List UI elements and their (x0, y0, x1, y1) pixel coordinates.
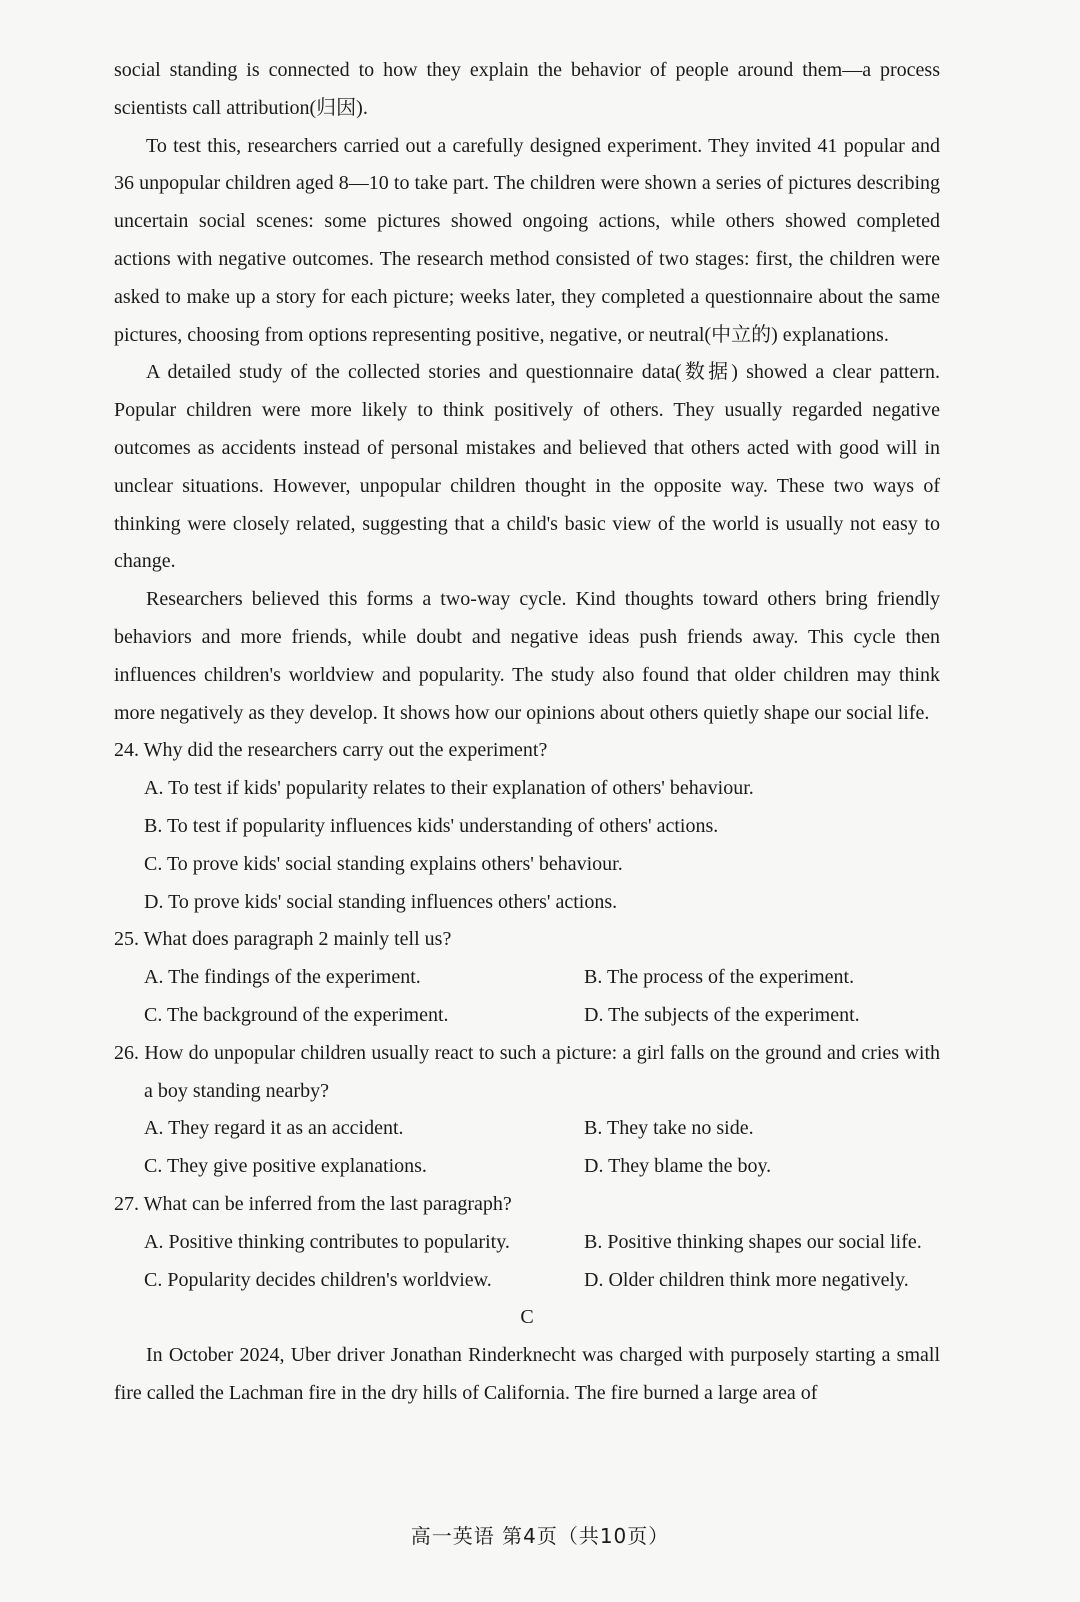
question-27-stem: 27. What can be inferred from the last paragraph? (114, 1192, 512, 1215)
paragraph-1: To test this, researchers carried out a carefully designed experiment. They invited 41 popular and 36 unpopular children aged 8—10 to take part. The children were shown a series of pictures describing uncertain social scenes: some pictures showed ongoing actions, while others showed completed actions with negative outcomes. The research method consisted of two stages: first, the children were asked to make up a story for each picture; weeks later, they completed a questionnaire about the same pictures, choosing from options representing positive, negative, or neutral(中立的) explanations. (114, 134, 940, 346)
page-footer: 高一英语 第4页（共10页） (410, 1524, 670, 1548)
question-26-stem: 26. How do unpopular children usually react to such a picture: a girl falls on the ground and cries with a boy standing nearby? (114, 1041, 940, 1102)
question-25-option-a: A. The findings of the experiment. (144, 966, 421, 989)
section-c-heading: C (520, 1306, 534, 1329)
paragraph-2: A detailed study of the collected stories and questionnaire data(数据) showed a clear pattern. Popular children were more likely to think positively of others. They usually regarded negative outcomes as accidents instead of personal mistakes and believed that others acted with good will in unclear situations. However, unpopular children thought in the opposite way. These two ways of thinking were closely related, suggesting that a child's basic view of the world is usually not easy to change. (114, 361, 940, 573)
question-27-option-b: B. Positive thinking shapes our social life. (584, 1230, 922, 1253)
paragraph-3: Researchers believed this forms a two-way cycle. Kind thoughts toward others bring friendly behaviors and more friends, while doubt and negative ideas push friends away. This cycle then influences children's worldview and popularity. The study also found that older children may think more negatively as they develop. It shows how our opinions about others quietly shape our social life. (114, 588, 940, 724)
question-24-option-a: A. To test if kids' popularity relates to their explanation of others' behaviour. (144, 777, 754, 800)
question-27-options-row-1 (144, 1224, 940, 1262)
question-24-stem: 24. Why did the researchers carry out the experiment? (114, 739, 548, 762)
question-25-options-row-2 (144, 997, 940, 1035)
question-27-option-c: C. Popularity decides children's worldview. (144, 1268, 492, 1291)
question-25-option-d: D. The subjects of the experiment. (584, 1003, 860, 1026)
question-26-option-d: D. They blame the boy. (584, 1155, 772, 1178)
question-27-option-a: A. Positive thinking contributes to popularity. (144, 1230, 510, 1253)
question-26-option-c: C. They give positive explanations. (144, 1155, 427, 1178)
question-24-option-d: D. To prove kids' social standing influences others' actions. (144, 890, 618, 913)
page-content (114, 52, 940, 1413)
question-25-options-row-1 (144, 959, 940, 997)
question-26-option-a: A. They regard it as an accident. (144, 1117, 404, 1140)
question-24-option-b: B. To test if popularity influences kids' understanding of others' actions. (144, 814, 719, 837)
question-24-option-c: C. To prove kids' social standing explains others' behaviour. (144, 852, 623, 875)
question-25-option-b: B. The process of the experiment. (584, 966, 855, 989)
question-27-option-d: D. Older children think more negatively. (584, 1268, 909, 1291)
paragraph-continuation: social standing is connected to how they explain the behavior of people around them—a process scientists call attribution(归因). (114, 59, 940, 119)
question-26-options-row-2 (144, 1148, 940, 1186)
question-26-option-b: B. They take no side. (584, 1117, 754, 1140)
question-27-options-row-2 (144, 1262, 940, 1300)
question-25-stem: 25. What does paragraph 2 mainly tell us? (114, 928, 452, 951)
question-25-option-c: C. The background of the experiment. (144, 1003, 449, 1026)
section-c-intro: In October 2024, Uber driver Jonathan Rinderknecht was charged with purposely starting a small fire called the Lachman fire in the dry hills of California. The fire burned a large area of (114, 1344, 940, 1404)
question-26-options-row-1 (144, 1110, 940, 1148)
